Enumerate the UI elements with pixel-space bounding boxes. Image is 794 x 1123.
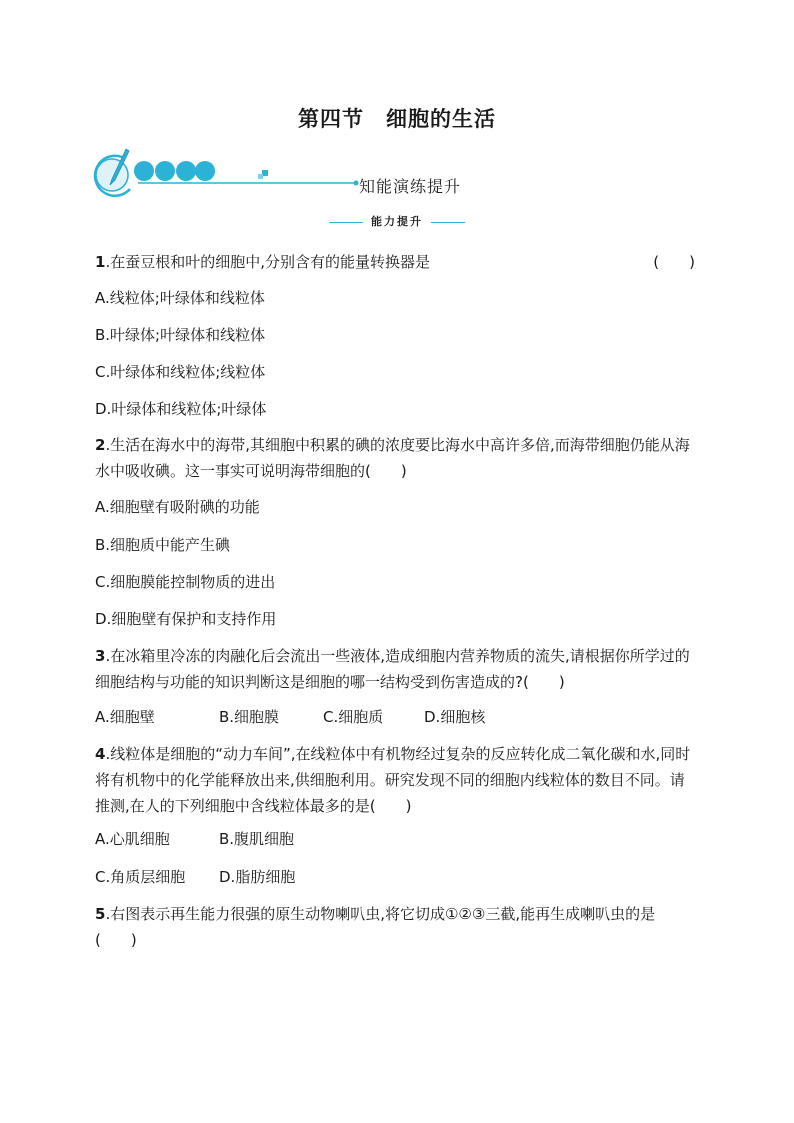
option-a: A.线粒体;叶绿体和线粒体	[95, 289, 265, 307]
option-d: D.细胞核	[424, 708, 486, 726]
option-b: B.腹肌细胞	[219, 830, 295, 848]
question-number: 5	[95, 905, 106, 923]
option-d: D.脂肪细胞	[219, 868, 296, 886]
option-c: C.细胞膜能控制物质的进出	[95, 573, 276, 591]
question-text: .线粒体是细胞的“动力车间”,在线粒体中有机物经过复杂的反应转化成二氧化碳和水,同时将有机物中的化学能释放出来,供细胞利用。研究发现不同的细胞内线粒体的数目不同。请推测,在人的下列细胞中含线粒体最多的是( )	[95, 745, 691, 815]
option-c: C.细胞质	[323, 708, 384, 726]
question-3	[95, 643, 695, 695]
option-a: A.细胞壁	[95, 708, 155, 726]
label-line-right	[431, 222, 465, 223]
banner-dots	[134, 161, 215, 181]
question-4	[95, 741, 695, 819]
question-number: 4	[95, 745, 106, 763]
option-a: A.细胞壁有吸附碘的功能	[95, 498, 260, 516]
answer-blank: ( )	[653, 253, 695, 271]
banner-title: 知能演练提升	[359, 177, 462, 196]
pen-badge-icon	[95, 149, 130, 196]
section-label-bar	[329, 214, 465, 230]
option-b: B.细胞质中能产生碘	[95, 536, 231, 554]
label-line-left	[329, 222, 363, 223]
question-2	[95, 432, 695, 484]
question-number: 2	[95, 436, 106, 454]
option-c: C.叶绿体和线粒体;线粒体	[95, 363, 266, 381]
option-c: C.角质层细胞	[95, 868, 186, 886]
option-b: B.细胞膜	[219, 708, 280, 726]
question-5	[95, 901, 695, 953]
small-squares-icon	[258, 170, 268, 179]
question-number: 1	[95, 253, 106, 271]
option-b: B.叶绿体;叶绿体和线粒体	[95, 326, 266, 344]
question-text: .在蚕豆根和叶的细胞中,分别含有的能量转换器是	[105, 253, 430, 271]
page-title: 第四节 细胞的生活	[298, 107, 496, 131]
question-text: .在冰箱里冷冻的肉融化后会流出一些液体,造成细胞内营养物质的流失,请根据你所学过的细胞结构与功能的知识判断这是细胞的哪一结构受到伤害造成的?( )	[95, 647, 690, 691]
option-d: D.细胞壁有保护和支持作用	[95, 610, 277, 628]
question-1	[95, 249, 695, 275]
question-number: 3	[95, 647, 106, 665]
question-text: .生活在海水中的海带,其细胞中积累的碘的浓度要比海水中高许多倍,而海带细胞仍能从海水中吸收碘。这一事实可说明海带细胞的( )	[95, 436, 690, 480]
question-text: .右图表示再生能力很强的原生动物喇叭虫,将它切成①②③三截,能再生成喇叭虫的是( )	[95, 905, 656, 949]
section-label: 能力提升	[371, 215, 423, 228]
option-d: D.叶绿体和线粒体;叶绿体	[95, 400, 267, 418]
option-a: A.心肌细胞	[95, 830, 170, 848]
